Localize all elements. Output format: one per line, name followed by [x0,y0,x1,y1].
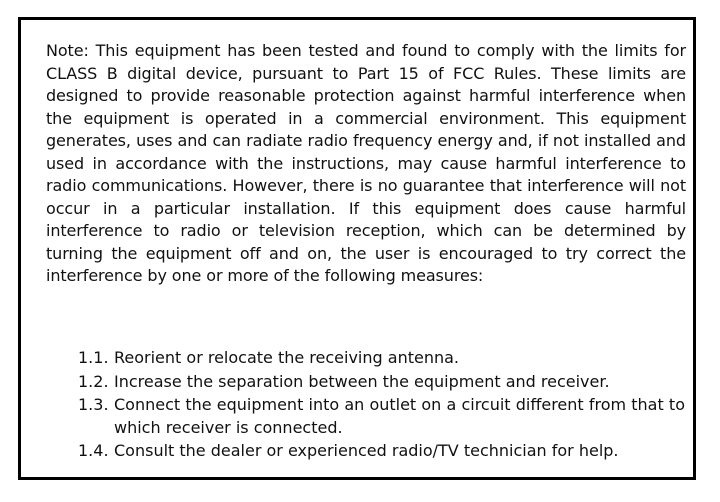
measures-list [78,347,685,464]
measure-number: 1.2. [78,371,109,391]
measure-text: Connect the equipment into an outlet on a circuit different from that to which receiver is connected. [114,395,685,437]
measure-item [78,371,685,394]
measure-text: Consult the dealer or experienced radio/TV technician for help. [114,441,619,460]
measure-item [78,347,685,370]
notice-paragraph: Note: This equipment has been tested and found to comply with the limits for CLASS B digital device, pursuant to Part 15 of FCC Rules. These limits are designed to provide reasonable protection against harmful interference when the equipment is operated in a commercial environment. This equipment generates, uses and can radiate radio frequency energy and, if not installed and used in accordance with the instructions, may cause harmful interference to radio communications. However, there is no guarantee that interference will not occur in a particular installation. If this equipment does cause harmful interference to radio or television reception, which can be determined by turning the equipment off and on, the user is encouraged to try correct the interference by one or more of the following measures: [46,41,686,285]
fcc-notice-box [18,17,696,480]
measure-number: 1.1. [78,348,109,367]
measure-item [78,440,685,463]
measure-text: Increase the separation between the equipment and receiver. [114,371,610,391]
measure-item [78,394,685,439]
measure-text: Reorient or relocate the receiving antenna. [114,348,459,367]
measure-number: 1.4. [78,441,109,460]
measure-number: 1.3. [78,395,109,414]
